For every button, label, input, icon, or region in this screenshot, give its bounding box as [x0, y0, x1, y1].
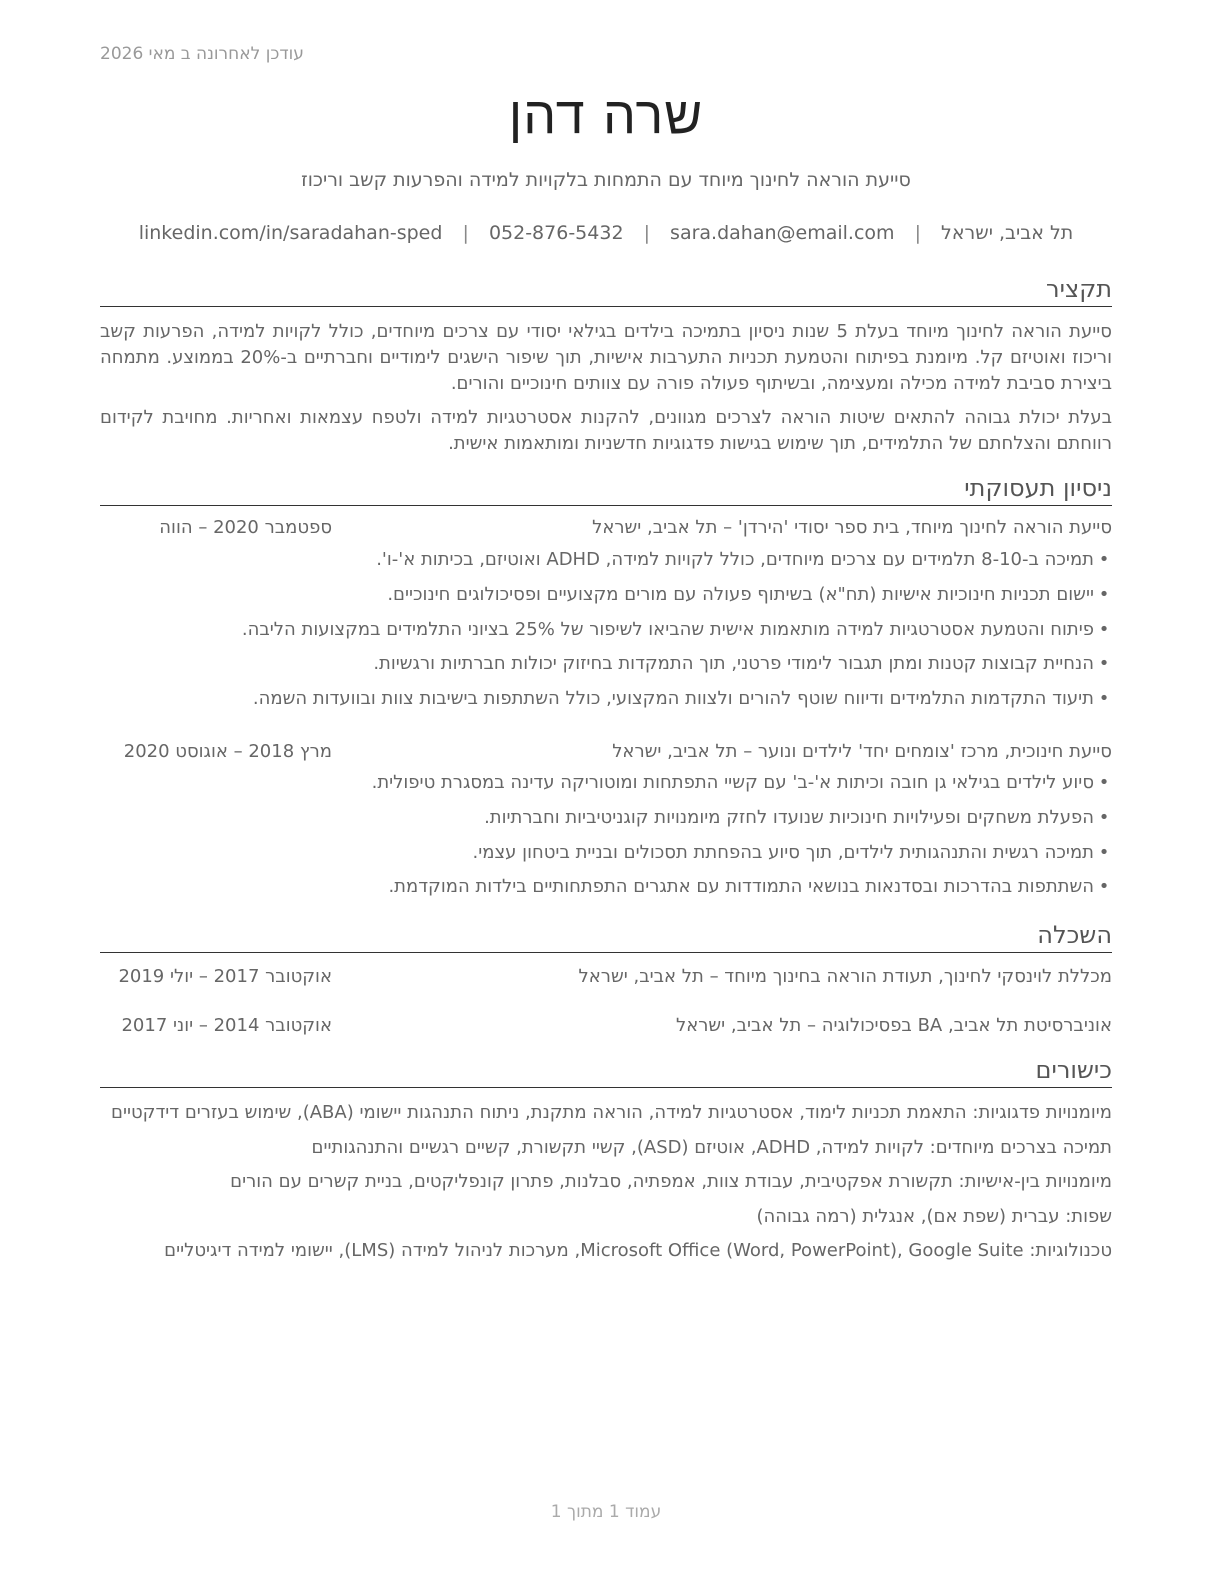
bullet-text: השתתפות בהדרכות ובסדנאות בנושאי התמודדות עם אתגרים התפתחותיים בילדות המוקדמת.	[388, 876, 1094, 897]
resume-page	[100, 0, 1112, 1584]
job-dates: ספטמבר 2020 – הווה	[159, 517, 332, 538]
section-heading-experience: ניסיון תעסוקתי	[100, 473, 1112, 506]
education-title: אוניברסיטת תל אביב, BA בפסיכולוגיה – תל אביב, ישראל	[675, 1015, 1112, 1036]
summary-paragraph: בעלת יכולת גבוהה להתאים שיטות הוראה לצרכים מגוונים, להקנות אסטרטגיות למידה ולטפח עצמאות ואחריות. מחויבת לקידום רווחתם והצלחתם של התלמידים, תוך שימוש בגישות פדגוגיות חדשניות ומותאמות אישית.	[100, 407, 1112, 454]
job-bullet	[373, 653, 1112, 674]
job-dates: מרץ 2018 – אוגוסט 2020	[123, 741, 332, 762]
section-heading-summary: תקציר	[100, 274, 1112, 307]
education-item	[100, 966, 1112, 992]
summary-paragraph: סייעת הוראה לחינוך מיוחד בעלת 5 שנות ניסיון בתמיכה בילדים בגילאי יסודי עם צרכים מיוחדים, כולל לקויות למידה, הפרעות קשב וריכוז ואוטיזם קל. מיומנת בפיתוח והטמעת תכניות התערבות אישיות, תוך שיפור הישגים לימודיים וחברתיים ב-20% בממוצע. מתמחה ביצירת סביבת למידה מכילה ומעצימה, ובשיתוף פעולה פורה עם צוותים חינוכיים והורים.	[100, 321, 1112, 394]
bullet-icon: •	[1098, 653, 1110, 674]
job-bullet	[484, 807, 1112, 828]
contact-separator: |	[643, 222, 650, 244]
bullet-icon: •	[1098, 549, 1110, 570]
bullet-text: תמיכה ב-8-10 תלמידים עם צרכים מיוחדים, כולל לקויות למידה, ADHD ואוטיזם, בכיתות א'-ו'.	[376, 549, 1094, 570]
bullet-icon: •	[1098, 584, 1110, 605]
contact-phone[interactable]: 052-876-5432	[488, 222, 624, 244]
contact-separator: |	[914, 222, 921, 244]
education-title: מכללת לוינסקי לחינוך, תעודת הוראה בחינוך מיוחד – תל אביב, ישראל	[578, 966, 1112, 987]
job-bullet	[372, 772, 1112, 793]
bullet-icon: •	[1098, 876, 1110, 897]
job-bullet	[242, 619, 1112, 640]
education-dates: אוקטובר 2014 – יוני 2017	[121, 1015, 332, 1036]
job-header	[100, 517, 1112, 543]
skill-line: תמיכה בצרכים מיוחדים: לקויות למידה, ADHD, אוטיזם (ASD), קשיי תקשורת, קשיים רגשיים והתנהגותיים	[311, 1137, 1112, 1158]
candidate-name: שרה דהן	[508, 86, 704, 146]
job-bullet	[388, 876, 1112, 897]
contact-line	[100, 222, 1112, 244]
education-dates: אוקטובר 2017 – יולי 2019	[118, 966, 332, 987]
contact-linkedin[interactable]: linkedin.com/in/saradahan-sped	[138, 222, 443, 244]
bullet-icon: •	[1098, 842, 1110, 863]
job-bullet	[376, 549, 1112, 570]
job-bullet	[387, 584, 1112, 605]
skill-line: שפות: עברית (שפת אם), אנגלית (רמה גבוהה)	[756, 1206, 1112, 1227]
bullet-text: תיעוד התקדמות התלמידים ודיווח שוטף להורים ולצוות המקצועי, כולל השתתפות בישיבות צוות ובוועדות השמה.	[252, 688, 1094, 709]
job-header	[100, 741, 1112, 767]
bullet-text: הנחיית קבוצות קטנות ומתן תגבור לימודי פרטני, תוך התמקדות בחיזוק יכולות חברתיות ורגשיות.	[373, 653, 1094, 674]
candidate-subtitle: סייעת הוראה לחינוך מיוחד עם התמחות בלקויות למידה והפרעות קשב וריכוז	[301, 169, 911, 191]
bullet-icon: •	[1098, 688, 1110, 709]
job-bullet	[253, 688, 1112, 709]
job-title: סייעת הוראה לחינוך מיוחד, בית ספר יסודי 'הירדן' – תל אביב, ישראל	[592, 517, 1112, 538]
section-heading-skills: כישורים	[100, 1055, 1112, 1088]
bullet-text: סיוע לילדים בגילאי גן חובה וכיתות א'-ב' עם קשיי התפתחות ומוטוריקה עדינה במסגרת טיפולית.	[371, 772, 1094, 793]
contact-separator: |	[462, 222, 469, 244]
education-item	[100, 1015, 1112, 1041]
section-heading-education: השכלה	[100, 920, 1112, 953]
bullet-icon: •	[1098, 807, 1110, 828]
bullet-icon: •	[1098, 619, 1110, 640]
bullet-text: פיתוח והטמעת אסטרטגיות למידה מותאמות אישית שהביאו לשיפור של 25% בציוני התלמידים במקצועות הליבה.	[241, 619, 1094, 640]
bullet-text: תמיכה רגשית והתנהגותית לילדים, תוך סיוע בהפחתת תסכולים ובניית ביטחון עצמי.	[472, 842, 1094, 863]
job-title: סייעת חינוכית, מרכז 'צומחים יחד' לילדים ונוער – תל אביב, ישראל	[612, 741, 1112, 762]
contact-email[interactable]: sara.dahan@email.com	[670, 222, 895, 244]
skill-line: מיומנויות בין-אישיות: תקשורת אפקטיבית, עבודת צוות, אמפתיה, סבלנות, פתרון קונפליקטים, בניית קשרים עם הורים	[230, 1171, 1112, 1192]
job-bullet	[473, 842, 1112, 863]
skill-line: מיומנויות פדגוגיות: התאמת תכניות לימוד, אסטרטגיות למידה, הוראה מתקנת, ניתוח התנהגות יישומי (ABA), שימוש בעזרים דידקטיים	[111, 1102, 1112, 1123]
bullet-text: יישום תכניות חינוכיות אישיות (תח"א) בשיתוף פעולה עם מורים מקצועיים ופסיכולוגים חינוכיים.	[387, 584, 1094, 605]
contact-location: תל אביב, ישראל	[941, 222, 1074, 244]
bullet-icon: •	[1098, 772, 1110, 793]
bullet-text: הפעלת משחקים ופעילויות חינוכיות שנועדו לחזק מיומנויות קוגניטיביות וחברתיות.	[484, 807, 1094, 828]
last-updated: עודכן לאחרונה ב מאי 2026	[100, 44, 304, 64]
skill-line: טכנולוגיות: Microsoft Office (Word, PowerPoint), Google Suite, מערכות לניהול למידה (LMS), יישומי למידה דיגיטליים	[164, 1240, 1112, 1261]
page-number: עמוד 1 מתוך 1	[550, 1502, 662, 1522]
